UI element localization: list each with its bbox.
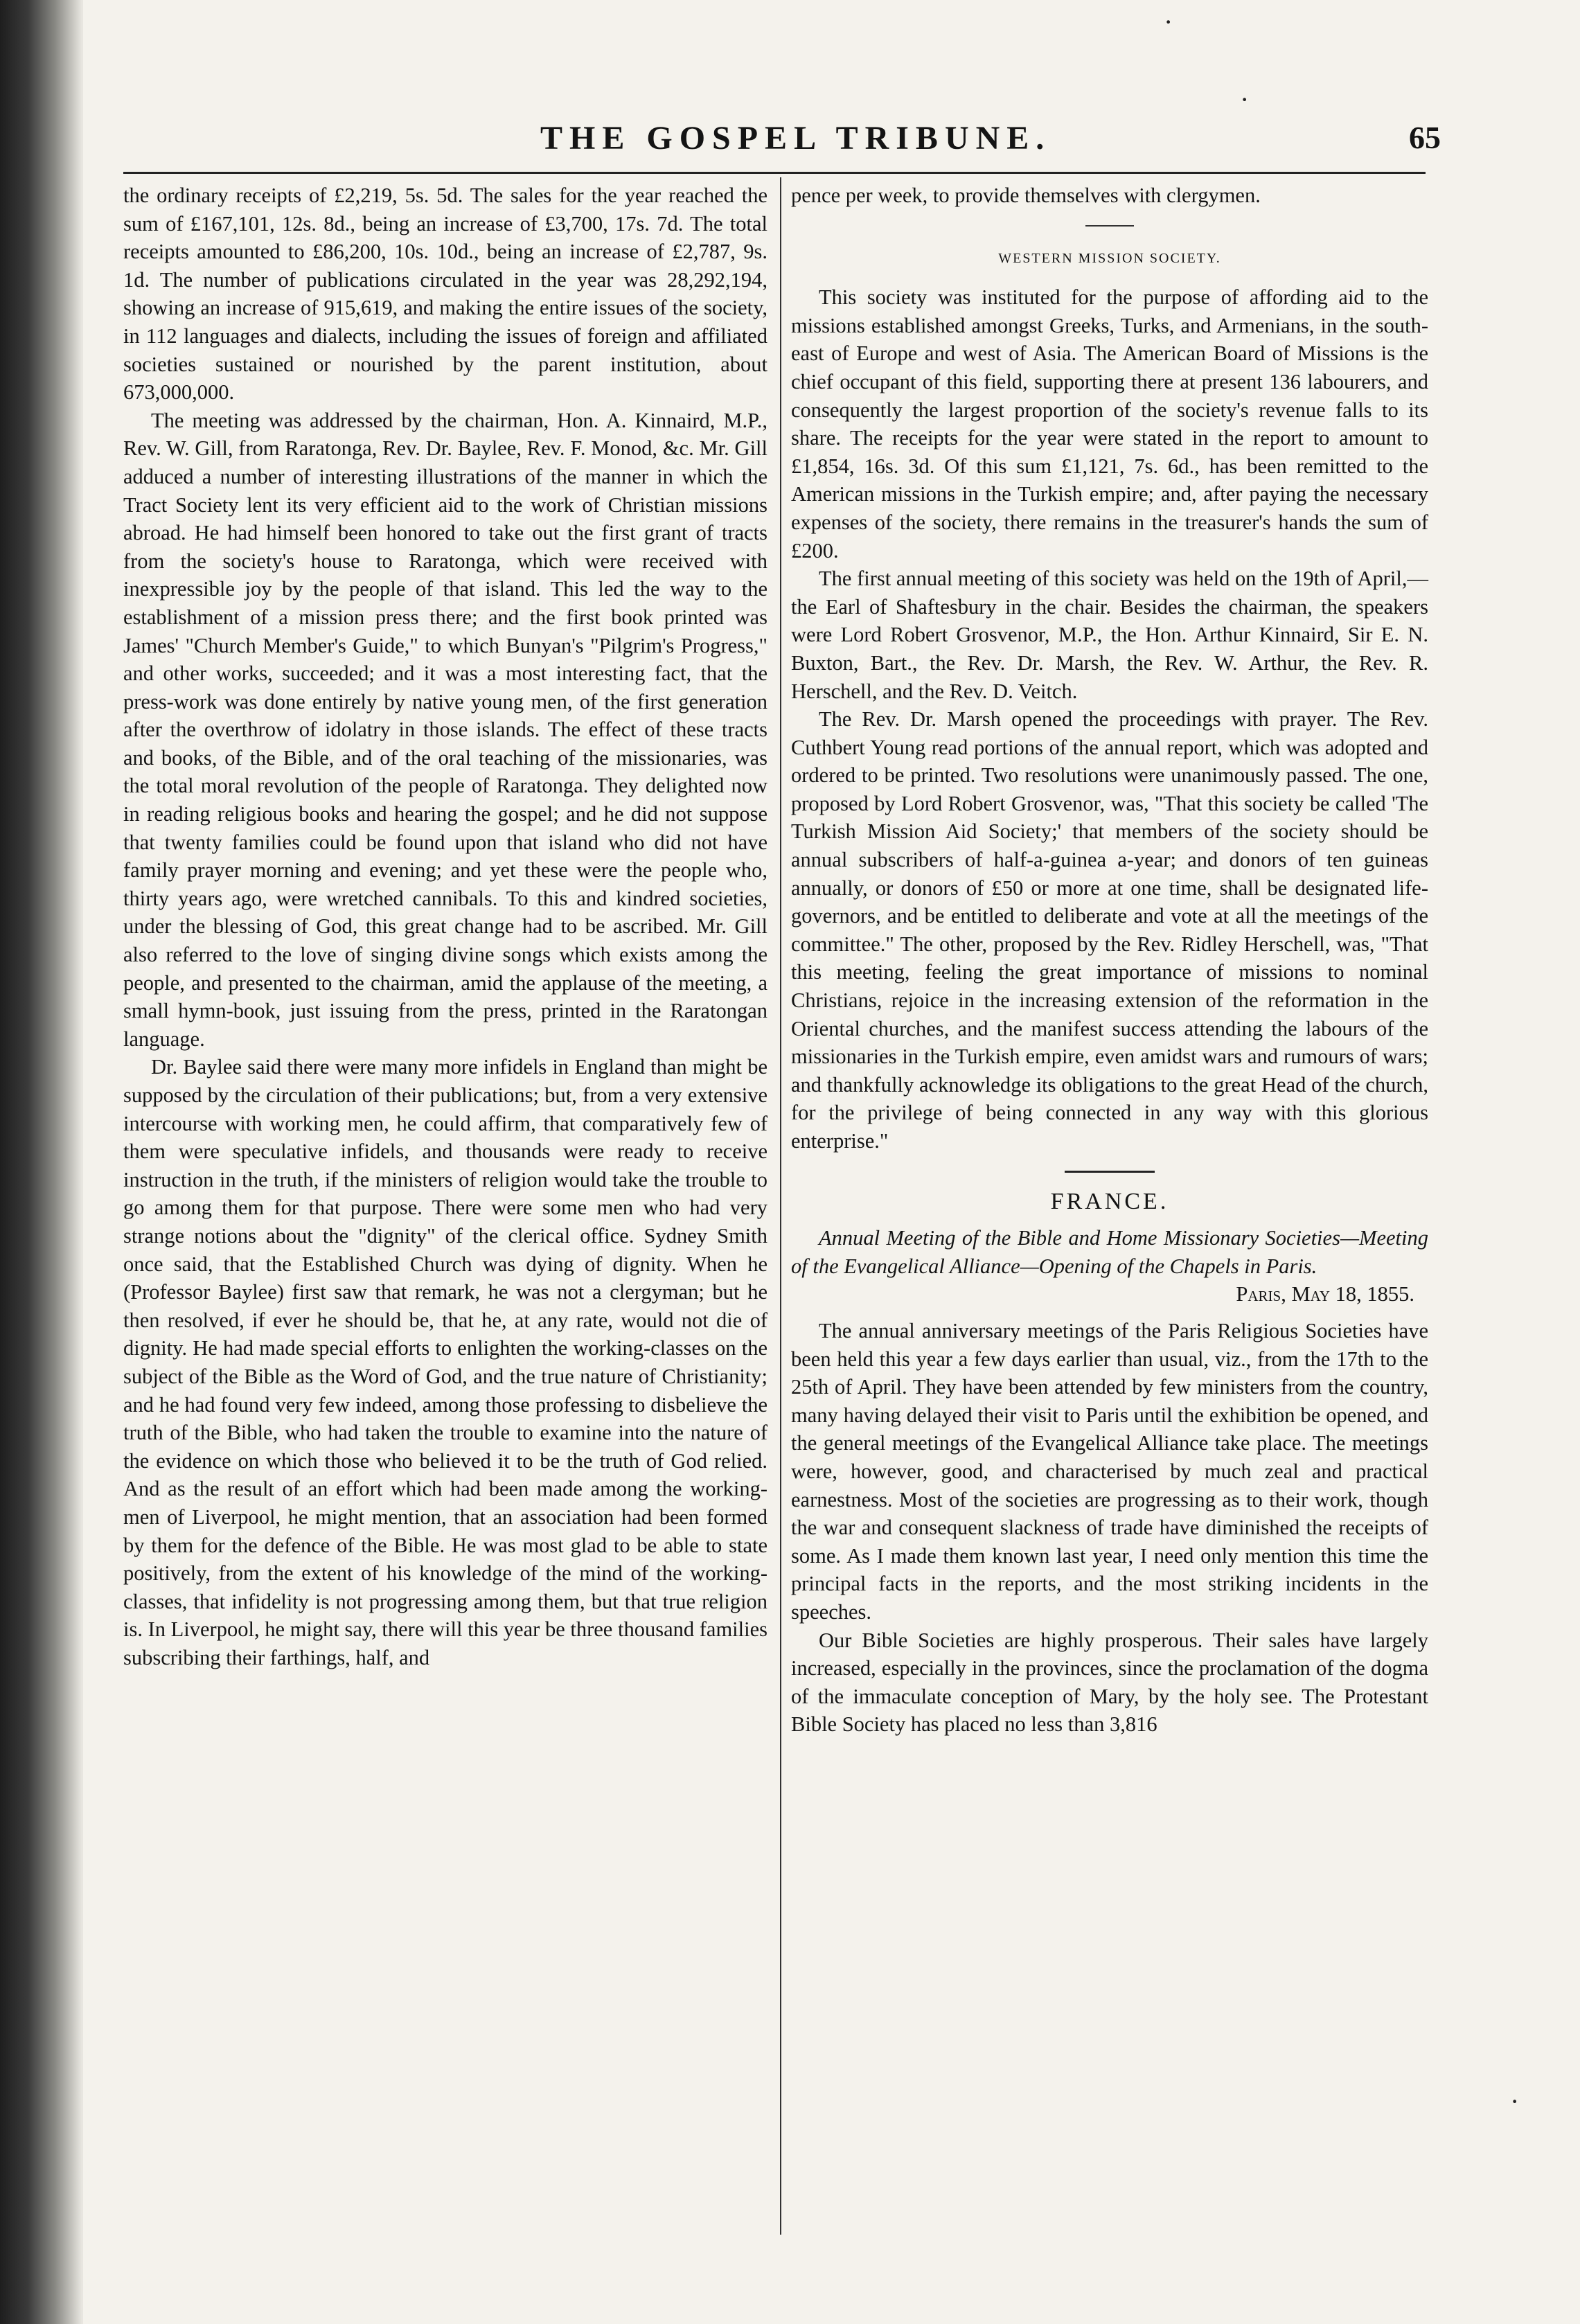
- left-column: [123, 181, 767, 1671]
- scan-speck: ·: [1510, 2086, 1520, 2117]
- section-heading: WESTERN MISSION SOCIETY.: [998, 250, 1221, 266]
- section-subtitle: Annual Meeting of the Bible and Home Missionary Societies—Meeting of the Evangelical Alliance—Opening of the Chapels in Paris.: [791, 1226, 1428, 1278]
- paragraph: The first annual meeting of this society was held on the 19th of April,—the Earl of Shaftesbury in the chair. Besides the chairman, the speakers were Lord Robert Grosvenor, M.P., the Hon. Arthur Kinnaird, Sir E. N. Buxton, Bart., the Rev. Dr. Marsh, the Rev. W. Arthur, the Rev. R. Herschell, and the Rev. D. Veitch.: [791, 567, 1428, 703]
- binding-edge: [0, 0, 83, 2324]
- paragraph: Dr. Baylee said there were many more infidels in England than might be supposed by the circulation of their publications; but, from a very extensive intercourse with working men, he could affirm, that comparatively few of them were speculative infidels, and thousands were ready to receive instruction in the truth, if the ministers of religion would take the trouble to go among them for that purpose. There were some men who had very strange notions about the "dignity" of the clerical office. Sydney Smith once said, that the Established Church was dying of dignity. When he (Professor Baylee) first saw that remark, he was not a clergyman; but he then resolved, if ever he should be, that he, at any rate, would not die of dignity. He had made special efforts to enlighten the working-classes on the subject of the Bible as the Word of God, and the true nature of Christianity; and he had found very few indeed, among those professing to disbelieve the truth of the Bible, who had taken the trouble to examine into the nature of the evidence on which those who believed it to be the truth of God relied. And as the result of an effort which had been made among the working-men of Liverpool, he might mention, that an association had been formed by them for the defence of the Bible. He was most glad to be able to state positively, from the extent of his knowledge of the mind of the working-classes, that infidelity is not progressing among them, but that true religion is. In Liverpool, he might say, there will this year be three thousand families subscribing their farthings, half, and: [123, 1055, 767, 1669]
- paragraph: the ordinary receipts of £2,219, 5s. 5d. The sales for the year reached the sum of £167,101, 12s. 8d., being an increase of £3,700, 17s. 7d. The total receipts amounted to £86,200, 10s. 10d., being an increase of £2,787, 9s. 1d. The number of publications circulated in the year was 28,292,194, showing an increase of 915,619, and making the entire issues of the society, in 112 languages and dialects, including the issues of foreign and affiliated societies sustained or nourished by the parent institution, about 673,000,000.: [123, 184, 767, 405]
- paragraph: This society was instituted for the purpose of affording aid to the missions established amongst Greeks, Turks, and Armenians, in the south-east of Europe and west of Asia. The American Board of Missions is the chief occupant of this field, supporting there at present 136 labourers, and consequently the largest proportion of the society's revenue falls to its share. The receipts for the year were stated in the report to amount to £1,854, 16s. 3d. Of this sum £1,121, 7s. 6d., has been remitted to the American missions in the Turkish empire; and, after paying the necessary expenses of the society, there remains in the treasurer's hands the sum of £200.: [791, 285, 1428, 562]
- section-heading: FRANCE.: [1050, 1188, 1169, 1214]
- dateline: Paris, May 18, 1855.: [1236, 1282, 1414, 1306]
- column-divider: [780, 177, 781, 2235]
- running-head: THE GOSPEL TRIBUNE.: [540, 120, 1051, 157]
- page-header: [485, 111, 1441, 166]
- section-rule: [1085, 225, 1134, 227]
- page-number: 65: [1409, 120, 1441, 155]
- section-rule: [1065, 1171, 1155, 1173]
- header-rule: [123, 172, 1426, 174]
- scan-speck: ·: [1164, 6, 1173, 37]
- paragraph: The meeting was addressed by the chairman, Hon. A. Kinnaird, M.P., Rev. W. Gill, from Raratonga, Rev. Dr. Baylee, Rev. F. Monod, &c. Mr. Gill adduced a number of interesting illustrations of the manner in which the Tract Society lent its very efficient aid to the work of Christian missions abroad. He had himself been honored to take out the first grant of tracts from the society's house to Raratonga, which were received with inexpressible joy by the people of that island. This led the way to the establishment of a mission press there; and the first book printed was James' "Church Member's Guide," to which Bunyan's "Pilgrim's Progress," and other works, succeeded; and it was a most interesting fact, that the press-work was done entirely by native young men, of the first generation after the overthrow of idolatry in those islands. The effect of these tracts and books, of the Bible, and of the oral teaching of the missionaries, was the total moral revolution of the people of Raratonga. They delighted now in reading religious books and hearing the gospel; and he did not suppose that twenty families could be found upon that island who did not have family prayer morning and evening; and yet these were the people who, thirty years ago, were wretched cannibals. To this and kindred societies, under the blessing of God, this great change had to be ascribed. Mr. Gill also referred to the love of singing divine songs which exists among the people, and presented to the chairman, amid the applause of the meeting, a small hymn-book, just issuing from the press, printed in the Raratongan language.: [123, 408, 767, 1051]
- paragraph: pence per week, to provide themselves with clergymen.: [791, 184, 1261, 207]
- scan-speck: ·: [1240, 84, 1250, 115]
- right-column: [791, 181, 1428, 1739]
- paragraph: The annual anniversary meetings of the Paris Religious Societies have been held this year a few days earlier than usual, viz., from the 17th to the 25th of April. They have been attended by few ministers from the country, many having delayed their visit to Paris until the exhibition be opened, and the general meetings of the Evangelical Alliance take place. The meetings were, however, good, and characterised by much zeal and practical earnestness. Most of the societies are progressing as to their work, though the war and consequent slackness of trade have diminished the receipts of some. As I made them known last year, I need only mention this time the principal facts in the reports, and the most striking incidents in the speeches.: [791, 1318, 1428, 1624]
- paragraph: Our Bible Societies are highly prosperous. Their sales have largely increased, especially in the provinces, since the proclamation of the dogma of the immaculate conception of Mary, by the holy see. The Protestant Bible Society has placed no less than 3,816: [791, 1628, 1428, 1737]
- paragraph: The Rev. Dr. Marsh opened the proceedings with prayer. The Rev. Cuthbert Young read portions of the annual report, which was adopted and ordered to be printed. Two resolutions were unanimously passed. The one, proposed by Lord Robert Grosvenor, was, "That this society be called 'The Turkish Mission Aid Society;' that members of the society should be annual subscribers of half-a-guinea a-year; and donors of ten guineas annually, or donors of £50 or more at one time, shall be designated life-governors, and be entitled to deliberate and vote at all the meetings of the committee." The other, proposed by the Rev. Ridley Herschell, was, "That this meeting, feeling the great importance of missions to nominal Christians, rejoice in the increasing extension of the reformation in the Oriental churches, and the manifest success attending the labours of the missionaries in the Turkish empire, even amidst wars and rumours of wars; and thankfully acknowledge its obligations to the great Head of the church, for the privilege of being connected in any way with this glorious enterprise.": [791, 707, 1428, 1153]
